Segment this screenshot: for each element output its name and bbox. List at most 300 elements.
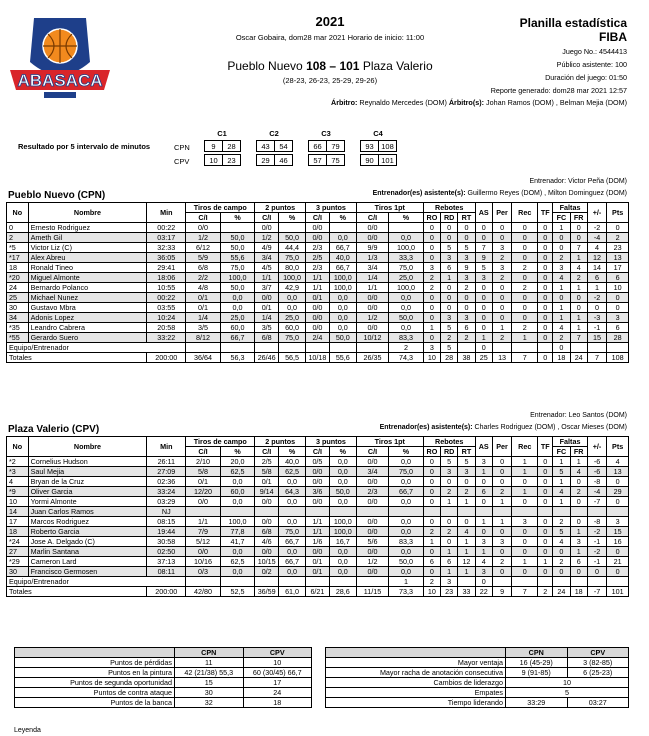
stat-cell: 0,0 [220,303,255,313]
assistant-referees-label: Árbitro(s): [448,98,484,107]
stat-cell: 0 [538,323,553,333]
interval-pair [308,154,345,166]
stat-cell: *5 [7,243,29,253]
stat-cell: 0 [512,253,538,263]
stat-cell [220,343,255,353]
match-away: Plaza Valerio [362,59,433,73]
stat-cell: 3/4 [356,467,388,477]
interval-cell: 9 [205,141,223,152]
total-cell: 10 [423,587,440,597]
stat-cell: 75,0 [220,263,255,273]
col-subheader-ci: C/I [306,447,330,457]
away-assistants-names: Charles Rodriguez (DOM) , Oscar Mieses (DOM) [474,424,627,431]
stat-cell: 0 [458,293,475,303]
stat-cell: 0 [512,537,538,547]
col-header-fouls: Faltas [553,203,588,213]
stat-cell: 24 [7,283,29,293]
stat-cell: 5 [553,527,570,537]
stat-cell: 10:55 [147,283,186,293]
stat-cell: 1/3 [356,253,388,263]
stat-cell: 26:11 [147,457,186,467]
stat-cell: 0,0 [389,547,424,557]
interval-cell: 43 [257,141,275,152]
stat-cell: 0,0 [220,477,255,487]
stat-cell: 0 [538,253,553,263]
stat-cell: 0 [538,517,553,527]
stat-cell: 3 [492,537,511,547]
interval-pair [256,154,293,166]
player-row [7,313,629,323]
interval-cell: 23 [223,155,241,166]
stat-cell: 0/0 [356,457,388,467]
stat-cell: 2/3 [306,243,330,253]
summary-header [15,648,312,658]
stat-cell: 0/0 [186,223,221,233]
stat-cell: 1/1 [186,517,221,527]
summary-row [326,678,629,688]
summary-row [326,658,629,668]
stat-cell [306,343,330,353]
stat-cell: 25 [7,293,29,303]
stat-cell: 0,0 [279,567,306,577]
stat-cell: 2 [492,487,511,497]
stat-cell: 55,6 [220,253,255,263]
stat-cell: 0 [7,223,29,233]
player-name: Miguel Almonte [28,273,147,283]
header-venue: Oscar Gobaira, dom28 mar 2021 Horario de inicio: 11:00 [235,33,425,42]
col-header-pts: Pts [607,437,629,457]
col-header-three: 3 puntos [306,203,357,213]
stat-cell: 1 [570,527,587,537]
stat-cell: 0 [475,323,492,333]
col-header-rec: Rec [512,437,538,457]
stat-cell: 0,0 [329,233,356,243]
stat-cell: 3 [512,517,538,527]
col-subheader-fc: FC [553,447,570,457]
stat-cell: 4 [553,487,570,497]
stat-cell [553,507,570,517]
stat-cell [458,577,475,587]
stat-cell: 50,0 [389,313,424,323]
stat-cell: 0/0 [356,567,388,577]
stat-cell: 83,3 [389,537,424,547]
stat-cell: 28 [607,333,629,343]
stat-cell: 2 [458,333,475,343]
stat-cell: 12/20 [186,487,221,497]
stat-cell: 0 [538,263,553,273]
stat-cell [492,507,511,517]
col-header-pm: +/- [587,203,606,223]
interval-cell: 29 [257,155,275,166]
stat-cell: 0 [492,283,511,293]
stat-cell: 5 [475,263,492,273]
stat-cell: 1/2 [356,313,388,323]
stat-cell: 0 [607,223,629,233]
stat-cell: 4 [7,477,29,487]
stat-cell [279,577,306,587]
stat-cell: 6 [441,557,458,567]
stat-cell [255,577,279,587]
stat-cell: 0 [538,233,553,243]
summary-value: 24 [243,688,312,698]
stat-cell: *9 [7,487,29,497]
stat-cell: 0 [538,333,553,343]
stat-cell [186,507,221,517]
interval-cell: 54 [275,141,293,152]
interval-pair [360,140,397,152]
stat-cell: 3/5 [255,323,279,333]
stat-cell: 1 [423,323,440,333]
summary-label: Tiempo liderando [326,698,506,708]
stat-cell: 66,7 [329,263,356,273]
interval-row [205,141,241,152]
stat-cell: 08:11 [147,567,186,577]
summary-head-cell: CPV [567,648,629,658]
stat-cell: 0,0 [389,323,424,333]
home-coach: Entrenador: Victor Peña (DOM) [529,178,627,185]
stat-cell: 1 [441,497,458,507]
stat-cell: 75,0 [279,333,306,343]
col-subheader-pct: % [389,213,424,223]
stat-cell: 0 [423,233,440,243]
stat-cell: 1 [389,577,424,587]
total-cell: 33 [458,587,475,597]
stat-cell: 14 [7,507,29,517]
away-assistants [380,424,627,431]
player-row [7,567,629,577]
col-subheader-pct: % [220,447,255,457]
stat-cell: 0 [423,333,440,343]
stat-cell: 1 [570,283,587,293]
stat-cell: 1 [553,457,570,467]
totals-label: Totales [7,587,147,597]
summary-value: 11 [175,658,244,668]
total-cell: 56,3 [220,353,255,363]
stat-cell: 4 [553,537,570,547]
col-header-ft: Tiros 1pt [356,437,423,447]
summary-label: Puntos de pérdidas [15,658,175,668]
stat-cell: 0 [512,477,538,487]
stat-cell: 0 [475,497,492,507]
stat-cell: 60,0 [220,487,255,497]
stat-cell [570,507,587,517]
stat-cell: 75,0 [279,253,306,263]
stat-cell: *3 [7,467,29,477]
stat-cell: 75,0 [389,467,424,477]
stat-cell: 1 [570,313,587,323]
stat-cell: 1 [512,487,538,497]
stat-cell: 0 [607,293,629,303]
player-name: Juan Carlos Ramos [28,507,147,517]
quarter-header: C4 [373,129,383,138]
total-cell: 18 [570,587,587,597]
stat-cell: 1 [553,477,570,487]
stat-cell: 33:24 [147,487,186,497]
stat-cell: 4/6 [255,537,279,547]
col-subheader-rd: RD [441,447,458,457]
stat-cell: 18 [7,263,29,273]
stat-cell: 19:44 [147,527,186,537]
stat-cell: 3 [441,577,458,587]
stat-cell: 0/0 [356,323,388,333]
stat-cell: 1 [423,537,440,547]
stat-cell: 1 [512,557,538,567]
stat-cell [512,343,538,353]
total-cell: 6/21 [306,587,330,597]
interval-pair [360,154,397,166]
col-subheader-ci: C/I [356,213,388,223]
stat-cell: 60,0 [279,323,306,333]
stat-cell: 5/12 [186,537,221,547]
stat-cell [553,577,570,587]
stat-cell: 5/8 [255,467,279,477]
totals-label: Totales [7,353,147,363]
summary-label: Cambios de liderazgo [326,678,506,688]
stat-cell: 0 [538,497,553,507]
stat-cell: 0 [475,477,492,487]
stat-cell: 0/1 [255,477,279,487]
stat-cell: 0,0 [220,567,255,577]
duration: Duración del juego: 01:50 [545,73,627,82]
stat-cell: 0,0 [389,293,424,303]
col-subheader-ci: C/I [356,447,388,457]
stat-cell: 3 [458,273,475,283]
stat-cell: 0,0 [329,323,356,333]
stat-cell: 0/0 [186,497,221,507]
stat-cell: 5 [441,457,458,467]
stat-cell: 0/0 [356,293,388,303]
col-header-fg: Tiros de campo [186,203,255,213]
stat-cell: 3 [607,313,629,323]
stat-cell [255,343,279,353]
stat-cell: 0 [492,313,511,323]
summary-head-cell: CPN [506,648,568,658]
stat-cell: 0/0 [306,323,330,333]
stat-cell: 75,0 [389,263,424,273]
stat-cell: 0 [512,233,538,243]
stat-cell: 3 [441,253,458,263]
team-points-summary [14,647,312,708]
referee-label: Árbitro: [331,98,358,107]
stat-cell: 0/0 [306,233,330,243]
total-cell: 36/64 [186,353,221,363]
stat-cell: 2/5 [306,253,330,263]
stat-cell: 34 [7,313,29,323]
stat-cell: 0,0 [279,477,306,487]
stat-cell: 2 [389,343,424,353]
stat-cell [220,507,255,517]
stat-cell: 02:50 [147,547,186,557]
stat-cell: 0 [538,547,553,557]
stat-cell: 5 [553,467,570,477]
stat-cell: 0 [512,547,538,557]
stat-cell: 2 [441,333,458,343]
stat-cell: 5 [441,323,458,333]
interval-cell: 75 [327,155,345,166]
stat-cell: 23 [607,243,629,253]
stat-cell: 3/4 [356,263,388,273]
player-name: Jose A. Delgado (C) [28,537,147,547]
col-header-fouls: Faltas [553,437,588,447]
player-name: Roberto Garcia [28,527,147,537]
stat-cell: 0 [512,273,538,283]
stat-cell: 32:33 [147,243,186,253]
stat-cell: 0/0 [306,303,330,313]
legend-label: Leyenda [14,727,41,734]
stat-cell: -2 [587,293,606,303]
player-name: Gerardo Suero [28,333,147,343]
summary-label: Empates [326,688,506,698]
stat-cell: 3 [475,567,492,577]
stat-cell: 6 [607,323,629,333]
stat-cell: 0 [512,497,538,507]
stat-cell: 0 [423,223,440,233]
stat-cell: 100,0 [329,527,356,537]
stat-cell: 0 [570,497,587,507]
col-header-per: Per [492,203,511,223]
stat-cell: -1 [587,557,606,567]
stat-cell: 0/0 [356,303,388,313]
stat-cell: 0 [553,567,570,577]
col-subheader-pct: % [329,447,356,457]
interval-cell: 46 [275,155,293,166]
interval-cell: 79 [327,141,345,152]
stat-cell: 33,3 [389,253,424,263]
interval-team-home: CPN [174,143,190,152]
interval-cell: 66 [309,141,327,152]
stat-cell: 0 [512,313,538,323]
doc-title-block [520,16,627,44]
stat-cell: 2 [492,333,511,343]
stat-cell: 0 [423,487,440,497]
stat-cell: 0 [512,223,538,233]
interval-cell: 28 [223,141,241,152]
player-row [7,333,629,343]
stat-cell: 6 [607,273,629,283]
stat-cell: 4 [570,263,587,273]
stat-cell: 0/0 [255,517,279,527]
col-subheader-pct: % [329,213,356,223]
col-subheader-ci: C/I [306,213,330,223]
stat-cell: 30 [7,303,29,313]
stat-cell: 0 [570,567,587,577]
player-name: Ronald Tineo [28,263,147,273]
stat-cell [607,507,629,517]
stat-cell: 77,8 [220,527,255,537]
player-row [7,233,629,243]
stat-cell: 20:58 [147,323,186,333]
stat-cell: 100,0 [220,517,255,527]
stat-cell: 0 [423,313,440,323]
stat-cell: 0,0 [279,517,306,527]
game-flow-summary [325,647,629,708]
stat-cell: 1 [553,223,570,233]
stat-cell [423,507,440,517]
stat-cell: 0,0 [279,293,306,303]
stat-cell: -6 [587,467,606,477]
col-header-fg: Tiros de campo [186,437,255,447]
stat-cell: 2 [7,233,29,243]
player-name: Michael Nunez [28,293,147,303]
col-subheader-fr: FR [570,447,587,457]
stat-cell: 1 [492,323,511,333]
stat-cell: 2 [553,517,570,527]
col-subheader-fc: FC [553,213,570,223]
summary-value: 33:29 [506,698,568,708]
stat-cell: 4/8 [186,283,221,293]
stat-cell: 0 [512,243,538,253]
player-row [7,517,629,527]
header-row [7,203,629,213]
stat-cell: 66,7 [220,333,255,343]
stat-cell: 25,0 [389,273,424,283]
stat-cell: 0 [570,517,587,527]
stat-cell: 50,0 [329,333,356,343]
total-cell: -7 [587,587,606,597]
col-header-min: Min [147,203,186,223]
player-name: Victor Liz (C) [28,243,147,253]
stat-cell: 27:09 [147,467,186,477]
stat-cell: 50,0 [220,283,255,293]
stat-cell: 15 [607,527,629,537]
summary-value: 10 [506,678,629,688]
stat-cell: 0 [492,467,511,477]
col-header-pm: +/- [587,437,606,457]
stat-cell [458,343,475,353]
stat-cell: 0 [441,283,458,293]
stat-cell: 0 [553,243,570,253]
player-row [7,293,629,303]
interval-row [361,141,397,152]
summary-value: 15 [175,678,244,688]
stat-cell: 2 [607,233,629,243]
stat-cell: 1 [553,283,570,293]
summary-value: 60 (30/45) 66,7 [243,668,312,678]
stat-cell: 12 [587,253,606,263]
stat-cell: 5 [441,243,458,253]
interval-row [361,155,397,166]
stat-cell: 0,0 [389,497,424,507]
stat-cell: -3 [587,313,606,323]
stat-cell: 2 [441,487,458,497]
stat-cell: 3 [441,467,458,477]
stat-cell: 30:58 [147,537,186,547]
assistant-referees: Johan Ramos (DOM) , Belman Mejia (DOM) [486,98,627,107]
abasaca-logo [4,12,116,100]
game-number: Juego No.: 4544413 [562,47,627,56]
stat-cell: 10/15 [255,557,279,567]
stat-cell: 0 [423,517,440,527]
stat-cell: 100,0 [220,273,255,283]
summary-row [15,688,312,698]
stat-cell: 0 [441,537,458,547]
stat-cell: 16,7 [329,537,356,547]
stat-cell: 9/14 [255,487,279,497]
stat-cell: 0 [475,223,492,233]
stat-cell [538,577,553,587]
stat-cell: 21 [607,557,629,567]
stat-cell: 0,0 [329,457,356,467]
col-header-per: Per [492,437,511,457]
intervals-label: Resultado por 5 intervalo de minutos [18,142,151,151]
total-cell: 22 [475,587,492,597]
col-subheader-pct: % [220,213,255,223]
stat-cell: 100,0 [329,283,356,293]
stat-cell: 66,7 [329,243,356,253]
stat-cell [607,577,629,587]
stat-cell: 0,0 [329,293,356,303]
stat-cell: 0/0 [306,467,330,477]
